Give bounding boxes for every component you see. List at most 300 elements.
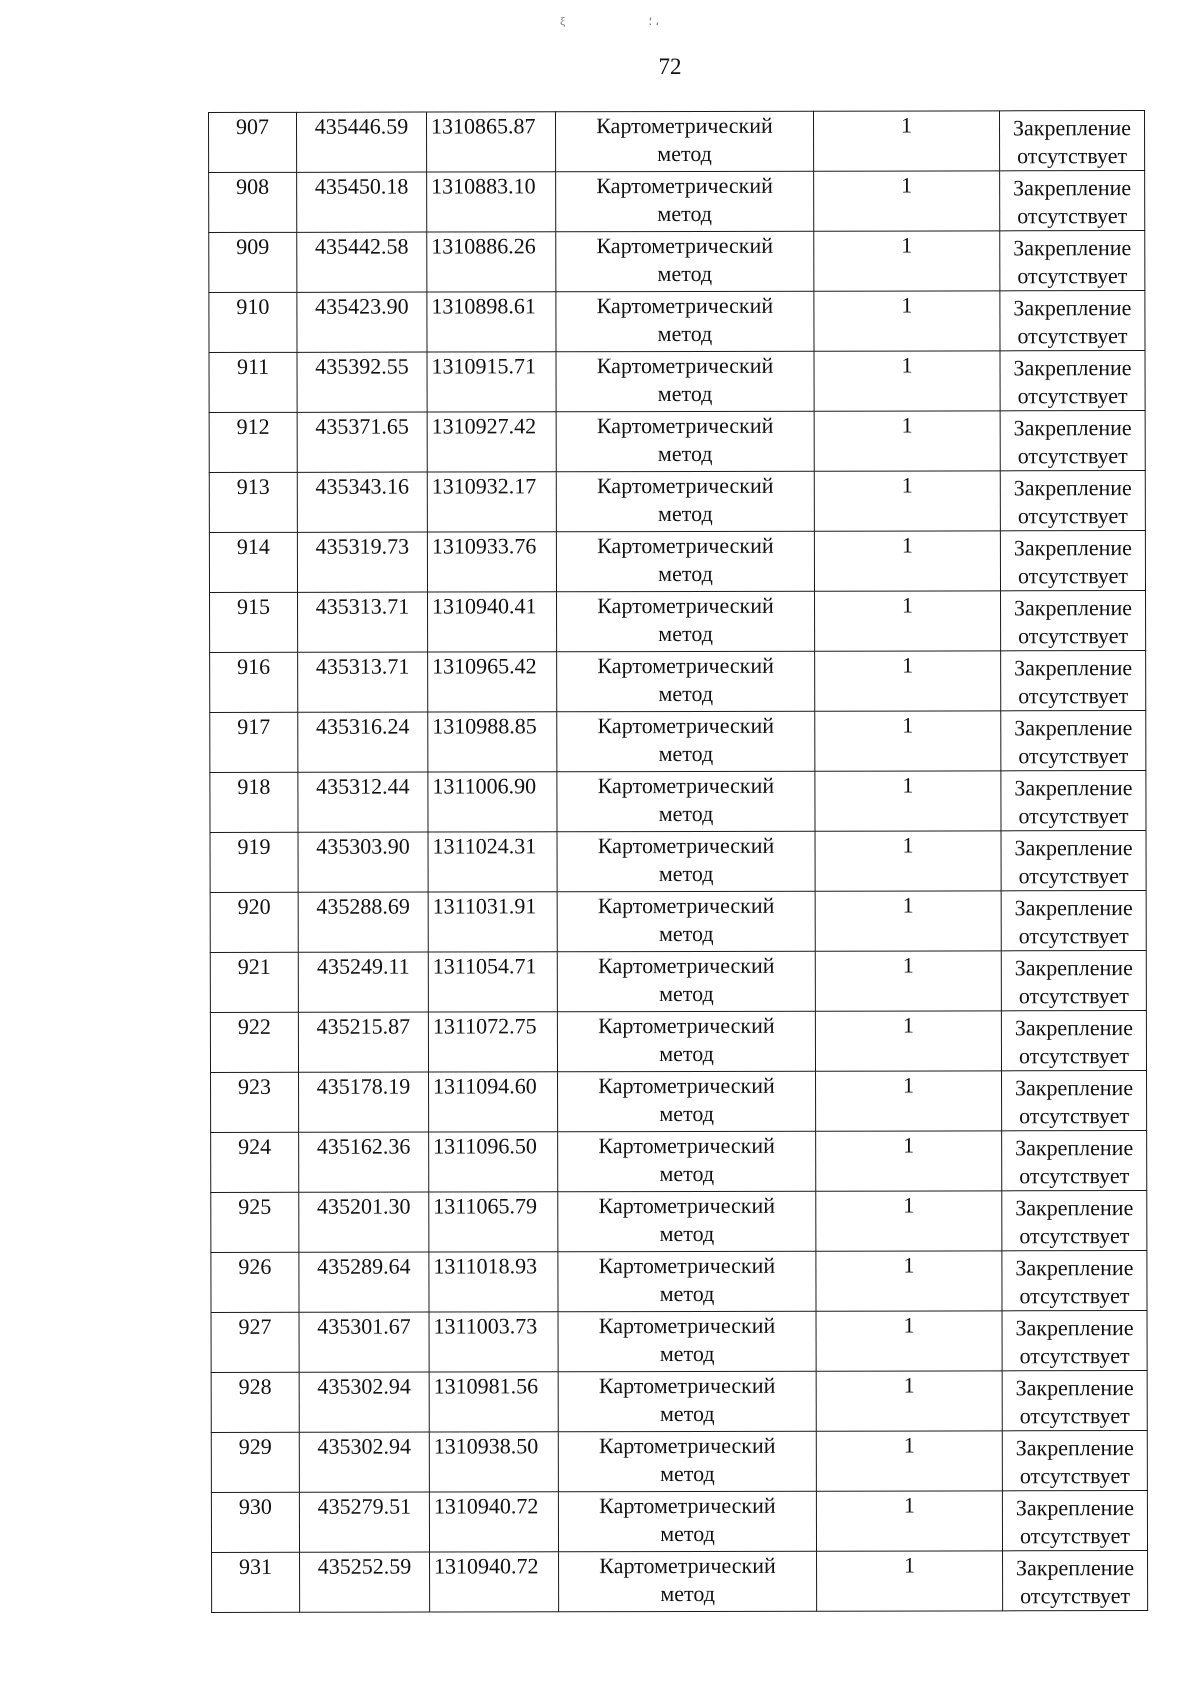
fixing-cell: [1000, 411, 1145, 471]
table-row: [210, 831, 1146, 893]
y-coordinate-cell-value: 1311018.93: [433, 1253, 538, 1279]
accuracy-cell-value: 1: [902, 772, 914, 798]
accuracy-cell-value: 1: [901, 412, 913, 438]
point-number-cell-value: 931: [239, 1553, 273, 1579]
fixing-cell-line-1: Закрепление: [1015, 1255, 1134, 1281]
fixing-cell: [1001, 1011, 1146, 1071]
x-coordinate-cell: [299, 1192, 429, 1252]
table-row: [211, 1491, 1147, 1553]
fixing-cell-line-1: Закрепление: [1013, 415, 1132, 441]
table-row: [209, 171, 1145, 233]
x-coordinate-cell: [299, 1252, 429, 1312]
y-coordinate-cell: [429, 1372, 558, 1432]
fixing-cell-line-1: Закрепление: [1013, 535, 1132, 561]
x-coordinate-cell-value: 435392.55: [315, 353, 409, 379]
point-number-cell: [210, 592, 298, 652]
x-coordinate-cell-value: 435252.59: [317, 1553, 412, 1579]
method-cell: [557, 1011, 815, 1072]
table-row: [209, 351, 1145, 413]
accuracy-cell-value: 1: [903, 1312, 915, 1338]
point-number-cell: [210, 1012, 298, 1072]
fixing-cell-line-2: отсутствует: [1019, 1163, 1130, 1189]
fixing-cell-line-1: Закрепление: [1014, 835, 1133, 861]
accuracy-cell: [816, 1071, 1002, 1131]
point-number-cell: [211, 1312, 299, 1372]
method-cell: [558, 1311, 816, 1372]
x-coordinate-cell-value: 435215.87: [316, 1013, 411, 1039]
point-number-cell: [209, 412, 297, 472]
x-coordinate-cell: [298, 652, 428, 712]
x-coordinate-cell: [299, 1312, 429, 1372]
method-cell: [557, 831, 815, 892]
fixing-cell-line-2: отсутствует: [1017, 203, 1128, 229]
method-cell: [556, 351, 814, 412]
accuracy-cell-value: 1: [901, 532, 913, 558]
accuracy-cell: [815, 891, 1001, 951]
method-cell-line-2: метод: [658, 740, 714, 767]
point-number-cell: [209, 292, 297, 352]
table-row: [211, 1071, 1147, 1133]
method-cell: [557, 591, 815, 652]
x-coordinate-cell: [298, 892, 428, 952]
x-coordinate-cell-value: 435446.59: [314, 113, 409, 139]
x-coordinate-cell-value: 435249.11: [316, 953, 410, 979]
point-number-cell-value: 919: [237, 833, 271, 859]
fixing-cell: [1002, 1251, 1147, 1311]
y-coordinate-cell: [429, 1132, 558, 1192]
accuracy-cell-value: 1: [902, 952, 914, 978]
method-cell-line-1: Картометрический: [598, 1312, 776, 1339]
y-coordinate-cell: [428, 892, 557, 952]
y-coordinate-cell: [427, 532, 556, 592]
fixing-cell: [1001, 831, 1146, 891]
point-number-cell-value: 914: [236, 533, 270, 559]
fixing-cell-line-2: отсутствует: [1017, 263, 1128, 289]
fixing-cell-line-2: отсутствует: [1019, 1523, 1131, 1549]
method-cell-line-1: Картометрический: [596, 292, 774, 319]
y-coordinate-cell-value: 1310940.41: [432, 593, 537, 619]
accuracy-cell-value: 1: [901, 112, 913, 138]
table-row: [209, 411, 1145, 473]
method-cell-line-1: Картометрический: [598, 1072, 775, 1099]
fixing-cell-line-2: отсутствует: [1018, 683, 1129, 709]
x-coordinate-cell: [299, 1072, 429, 1132]
y-coordinate-cell-value: 1311003.73: [433, 1313, 538, 1339]
point-number-cell-value: 930: [238, 1493, 272, 1519]
method-cell-line-1: Картометрический: [598, 1132, 775, 1159]
accuracy-cell-value: 1: [903, 1492, 915, 1518]
table-row: [212, 1551, 1148, 1613]
fixing-cell-line-1: Закрепление: [1014, 1015, 1133, 1041]
accuracy-cell: [816, 1311, 1002, 1371]
fixing-cell-line-2: отсутствует: [1018, 743, 1129, 769]
table-row: [211, 1371, 1147, 1433]
y-coordinate-cell: [428, 592, 557, 652]
method-cell-line-2: метод: [658, 860, 714, 887]
accuracy-cell: [817, 1551, 1003, 1611]
method-cell-line-1: Картометрический: [599, 1552, 776, 1579]
fixing-cell-line-2: отсутствует: [1017, 143, 1128, 169]
table-row: [209, 231, 1145, 293]
accuracy-cell-value: 1: [901, 232, 913, 258]
fixing-cell: [1002, 1311, 1147, 1371]
accuracy-cell-value: 1: [903, 1372, 915, 1398]
y-coordinate-cell: [427, 472, 556, 532]
method-cell: [558, 1251, 816, 1312]
scan-marks: ξ ؛ ،: [560, 14, 660, 28]
x-coordinate-cell-value: 435313.71: [315, 653, 410, 679]
fixing-cell: [1001, 771, 1146, 831]
x-coordinate-cell: [297, 172, 427, 232]
method-cell-line-1: Картометрический: [597, 532, 774, 559]
table-row: [209, 531, 1145, 593]
accuracy-cell-value: 1: [902, 592, 914, 618]
fixing-cell-line-1: Закрепление: [1013, 295, 1132, 321]
fixing-cell-line-1: Закрепление: [1013, 235, 1132, 261]
method-cell: [556, 171, 814, 232]
accuracy-cell: [813, 111, 999, 171]
table-row: [210, 951, 1146, 1013]
method-cell: [557, 891, 815, 952]
y-coordinate-cell-value: 1310927.42: [431, 413, 537, 439]
point-number-cell-value: 918: [237, 773, 271, 799]
fixing-cell: [1003, 1551, 1148, 1611]
method-cell-line-2: метод: [660, 1460, 715, 1487]
y-coordinate-cell-value: 1311094.60: [433, 1073, 537, 1099]
x-coordinate-cell-value: 435423.90: [315, 293, 409, 319]
fixing-cell: [999, 111, 1144, 171]
accuracy-cell-value: 1: [903, 1072, 915, 1098]
fixing-cell: [1000, 171, 1145, 231]
y-coordinate-cell: [427, 232, 556, 292]
x-coordinate-cell-value: 435178.19: [316, 1073, 411, 1099]
y-coordinate-cell: [427, 412, 556, 472]
method-cell: [558, 1191, 816, 1252]
y-coordinate-cell: [428, 772, 557, 832]
x-coordinate-cell-value: 435312.44: [316, 773, 410, 799]
x-coordinate-cell: [297, 112, 427, 172]
x-coordinate-cell: [298, 952, 428, 1012]
method-cell-line-2: метод: [657, 380, 713, 407]
method-cell-line-2: метод: [658, 620, 713, 647]
x-coordinate-cell-value: 435201.30: [317, 1193, 411, 1219]
method-cell: [557, 711, 815, 772]
fixing-cell: [1002, 1131, 1147, 1191]
table-row: [211, 1131, 1147, 1193]
y-coordinate-cell-value: 1310981.56: [433, 1373, 539, 1399]
point-number-cell: [211, 1072, 299, 1132]
point-number-cell: [209, 232, 297, 292]
accuracy-cell-value: 1: [903, 1192, 915, 1218]
y-coordinate-cell: [429, 1072, 558, 1132]
method-cell-line-2: метод: [659, 980, 714, 1007]
table-row: [211, 1431, 1147, 1493]
x-coordinate-cell: [298, 832, 428, 892]
y-coordinate-cell-value: 1310915.71: [431, 353, 537, 379]
x-coordinate-cell: [297, 472, 427, 532]
fixing-cell: [1000, 351, 1145, 411]
point-number-cell-value: 925: [238, 1193, 272, 1219]
x-coordinate-cell-value: 435301.67: [317, 1313, 411, 1339]
fixing-cell-line-2: отсутствует: [1019, 1403, 1130, 1429]
x-coordinate-cell: [300, 1552, 430, 1612]
accuracy-cell-value: 1: [903, 1252, 915, 1278]
fixing-cell-line-2: отсутствует: [1017, 443, 1128, 469]
x-coordinate-cell: [298, 1012, 428, 1072]
accuracy-cell: [814, 171, 1000, 231]
x-coordinate-cell: [299, 1432, 429, 1492]
method-cell-line-1: Картометрический: [599, 1432, 776, 1459]
point-number-cell-value: 924: [238, 1133, 272, 1159]
y-coordinate-cell: [429, 1192, 558, 1252]
accuracy-cell-value: 1: [904, 1552, 916, 1578]
table-row: [209, 291, 1145, 353]
accuracy-cell: [815, 771, 1001, 831]
point-number-cell-value: 910: [236, 293, 270, 319]
point-number-cell-value: 911: [236, 353, 270, 379]
y-coordinate-cell: [430, 1552, 559, 1612]
method-cell: [557, 651, 815, 712]
point-number-cell: [210, 952, 298, 1012]
method-cell-line-2: метод: [658, 560, 713, 587]
fixing-cell: [1000, 471, 1145, 531]
fixing-cell: [1000, 231, 1145, 291]
x-coordinate-cell-value: 435450.18: [314, 173, 409, 199]
fixing-cell-line-1: Закрепление: [1014, 715, 1133, 741]
y-coordinate-cell-value: 1310865.87: [431, 113, 536, 139]
point-number-cell: [209, 172, 297, 232]
fixing-cell-line-2: отсутствует: [1017, 563, 1129, 589]
accuracy-cell: [816, 1251, 1002, 1311]
fixing-cell-line-1: Закрепление: [1015, 1135, 1134, 1161]
method-cell: [558, 1131, 816, 1192]
fixing-cell-line-2: отсутствует: [1020, 1583, 1131, 1609]
table-row: [211, 1191, 1147, 1253]
table-row: [211, 1251, 1147, 1313]
method-cell: [558, 1071, 816, 1132]
point-number-cell: [209, 352, 297, 412]
method-cell-line-1: Картометрический: [598, 952, 775, 979]
table-row: [211, 1311, 1147, 1373]
x-coordinate-cell-value: 435289.64: [317, 1253, 411, 1279]
fixing-cell-line-1: Закрепление: [1013, 355, 1132, 381]
y-coordinate-cell-value: 1310965.42: [432, 653, 537, 679]
point-number-cell: [212, 1552, 300, 1612]
point-number-cell: [209, 472, 297, 532]
x-coordinate-cell-value: 435302.94: [317, 1433, 412, 1459]
table-row: [210, 711, 1146, 773]
y-coordinate-cell: [427, 112, 556, 172]
method-cell-line-1: Картометрический: [597, 832, 775, 859]
method-cell-line-2: метод: [657, 260, 713, 287]
y-coordinate-cell-value: 1310988.85: [432, 713, 537, 739]
fixing-cell-line-2: отсутствует: [1019, 1463, 1130, 1489]
fixing-cell-line-1: Закрепление: [1015, 1195, 1134, 1221]
fixing-cell-line-2: отсутствует: [1017, 323, 1128, 349]
method-cell: [559, 1551, 817, 1612]
method-cell: [558, 1371, 816, 1432]
fixing-cell-line-2: отсутствует: [1018, 623, 1129, 649]
table-row: [210, 1011, 1146, 1073]
point-number-cell-value: 917: [237, 713, 271, 739]
accuracy-cell-value: 1: [903, 1432, 915, 1458]
x-coordinate-cell-value: 435442.58: [315, 233, 409, 259]
x-coordinate-cell: [297, 532, 427, 592]
table-row: [210, 651, 1146, 713]
accuracy-cell: [815, 711, 1001, 771]
x-coordinate-cell: [298, 772, 428, 832]
method-cell-line-2: метод: [660, 1520, 715, 1547]
method-cell: [558, 1491, 816, 1552]
point-number-cell: [210, 712, 298, 772]
fixing-cell: [1000, 531, 1145, 591]
x-coordinate-cell: [297, 352, 427, 412]
fixing-cell-line-1: Закрепление: [1015, 1495, 1134, 1521]
x-coordinate-cell: [298, 592, 428, 652]
page-number: 72: [658, 54, 682, 79]
fixing-cell: [1002, 1431, 1147, 1491]
table-row: [210, 591, 1146, 653]
y-coordinate-cell-value: 1310898.61: [431, 293, 536, 319]
method-cell-line-1: Картометрический: [596, 352, 774, 379]
method-cell-line-2: метод: [657, 440, 713, 467]
fixing-cell-line-2: отсутствует: [1018, 983, 1129, 1009]
accuracy-cell-value: 1: [902, 892, 914, 918]
accuracy-cell-value: 1: [902, 712, 914, 738]
x-coordinate-cell: [298, 712, 428, 772]
method-cell-line-1: Картометрический: [597, 892, 775, 919]
x-coordinate-cell: [299, 1132, 429, 1192]
accuracy-cell: [815, 591, 1001, 651]
fixing-cell-line-2: отсутствует: [1018, 803, 1129, 829]
method-cell-line-1: Картометрический: [596, 232, 774, 259]
accuracy-cell-value: 1: [901, 472, 913, 498]
table-row: [210, 771, 1146, 833]
method-cell: [556, 531, 814, 592]
accuracy-cell: [816, 1191, 1002, 1251]
accuracy-cell-value: 1: [902, 832, 914, 858]
y-coordinate-cell-value: 1311024.31: [432, 833, 537, 859]
method-cell-line-2: метод: [659, 1160, 715, 1187]
fixing-cell: [1001, 891, 1146, 951]
accuracy-cell-value: 1: [901, 352, 913, 378]
method-cell-line-1: Картометрический: [597, 712, 775, 739]
fixing-cell-line-1: Закрепление: [1015, 1315, 1134, 1341]
point-number-cell-value: 928: [238, 1373, 272, 1399]
x-coordinate-cell: [297, 232, 427, 292]
point-number-cell-value: 912: [236, 413, 270, 439]
method-cell-line-1: Картометрический: [598, 1192, 776, 1219]
method-cell: [556, 231, 814, 292]
accuracy-cell: [816, 1371, 1002, 1431]
x-coordinate-cell-value: 435371.65: [315, 413, 409, 439]
point-number-cell-value: 915: [237, 593, 271, 619]
x-coordinate-cell-value: 435316.24: [316, 713, 410, 739]
x-coordinate-cell-value: 435288.69: [316, 893, 410, 919]
fixing-cell-line-1: Закрепление: [1014, 655, 1133, 681]
accuracy-cell-value: 1: [902, 1012, 914, 1038]
fixing-cell-line-1: Закрепление: [1014, 1075, 1134, 1101]
fixing-cell-line-2: отсутствует: [1019, 1283, 1130, 1309]
y-coordinate-cell-value: 1311006.90: [432, 773, 537, 799]
fixing-cell-line-1: Закрепление: [1012, 115, 1132, 141]
x-coordinate-cell: [297, 292, 427, 352]
point-number-cell-value: 908: [236, 173, 270, 199]
x-coordinate-cell-value: 435319.73: [315, 533, 410, 559]
point-number-cell-value: 929: [238, 1433, 272, 1459]
y-coordinate-cell: [429, 1252, 558, 1312]
fixing-cell-line-1: Закрепление: [1015, 1375, 1134, 1401]
fixing-cell-line-1: Закрепление: [1014, 895, 1133, 921]
fixing-cell-line-2: отсутствует: [1019, 1103, 1130, 1129]
accuracy-cell: [816, 1131, 1002, 1191]
accuracy-cell: [815, 651, 1001, 711]
accuracy-cell: [814, 531, 1000, 591]
method-cell-line-2: метод: [660, 1580, 715, 1607]
table-row: [209, 111, 1145, 173]
accuracy-cell-value: 1: [901, 292, 913, 318]
x-coordinate-cell-value: 435313.71: [315, 593, 410, 619]
x-coordinate-cell: [299, 1492, 429, 1552]
method-cell-line-2: метод: [659, 1340, 715, 1367]
coordinates-table: [208, 110, 1148, 1613]
fixing-cell: [1001, 591, 1146, 651]
method-cell-line-2: метод: [659, 1100, 714, 1127]
accuracy-cell-value: 1: [902, 652, 914, 678]
accuracy-cell: [814, 231, 1000, 291]
accuracy-cell: [815, 1011, 1001, 1071]
fixing-cell: [1001, 711, 1146, 771]
y-coordinate-cell-value: 1311072.75: [432, 1013, 537, 1039]
y-coordinate-cell-value: 1310933.76: [431, 533, 537, 559]
table-row: [210, 891, 1146, 953]
method-cell-line-2: метод: [657, 320, 713, 347]
accuracy-cell-value: 1: [901, 172, 913, 198]
point-number-cell-value: 922: [237, 1013, 271, 1039]
point-number-cell: [211, 1432, 299, 1492]
fixing-cell: [1001, 651, 1146, 711]
accuracy-cell: [815, 831, 1001, 891]
method-cell-line-2: метод: [658, 800, 714, 827]
point-number-cell: [211, 1192, 299, 1252]
point-number-cell: [211, 1492, 299, 1552]
fixing-cell-line-2: отсутствует: [1018, 1043, 1130, 1069]
method-cell: [557, 951, 815, 1012]
method-cell-line-1: Картометрический: [598, 1252, 776, 1279]
method-cell-line-1: Картометрический: [596, 412, 774, 439]
point-number-cell: [210, 772, 298, 832]
y-coordinate-cell: [429, 1432, 558, 1492]
fixing-cell-line-2: отсутствует: [1018, 923, 1129, 949]
method-cell-line-1: Картометрический: [596, 172, 773, 199]
fixing-cell: [1002, 1491, 1147, 1551]
point-number-cell: [211, 1372, 299, 1432]
method-cell-line-2: метод: [659, 1040, 714, 1067]
table-body: [209, 111, 1148, 1613]
accuracy-cell: [816, 1431, 1002, 1491]
method-cell: [558, 1431, 816, 1492]
method-cell: [556, 411, 814, 472]
point-number-cell-value: 913: [236, 473, 270, 499]
y-coordinate-cell-value: 1310938.50: [433, 1433, 539, 1459]
x-coordinate-cell: [297, 412, 427, 472]
fixing-cell-line-2: отсутствует: [1018, 863, 1129, 889]
y-coordinate-cell: [427, 172, 556, 232]
point-number-cell-value: 916: [237, 653, 271, 679]
fixing-cell: [1000, 291, 1145, 351]
x-coordinate-cell-value: 435302.94: [317, 1373, 411, 1399]
method-cell-line-2: метод: [658, 680, 714, 707]
